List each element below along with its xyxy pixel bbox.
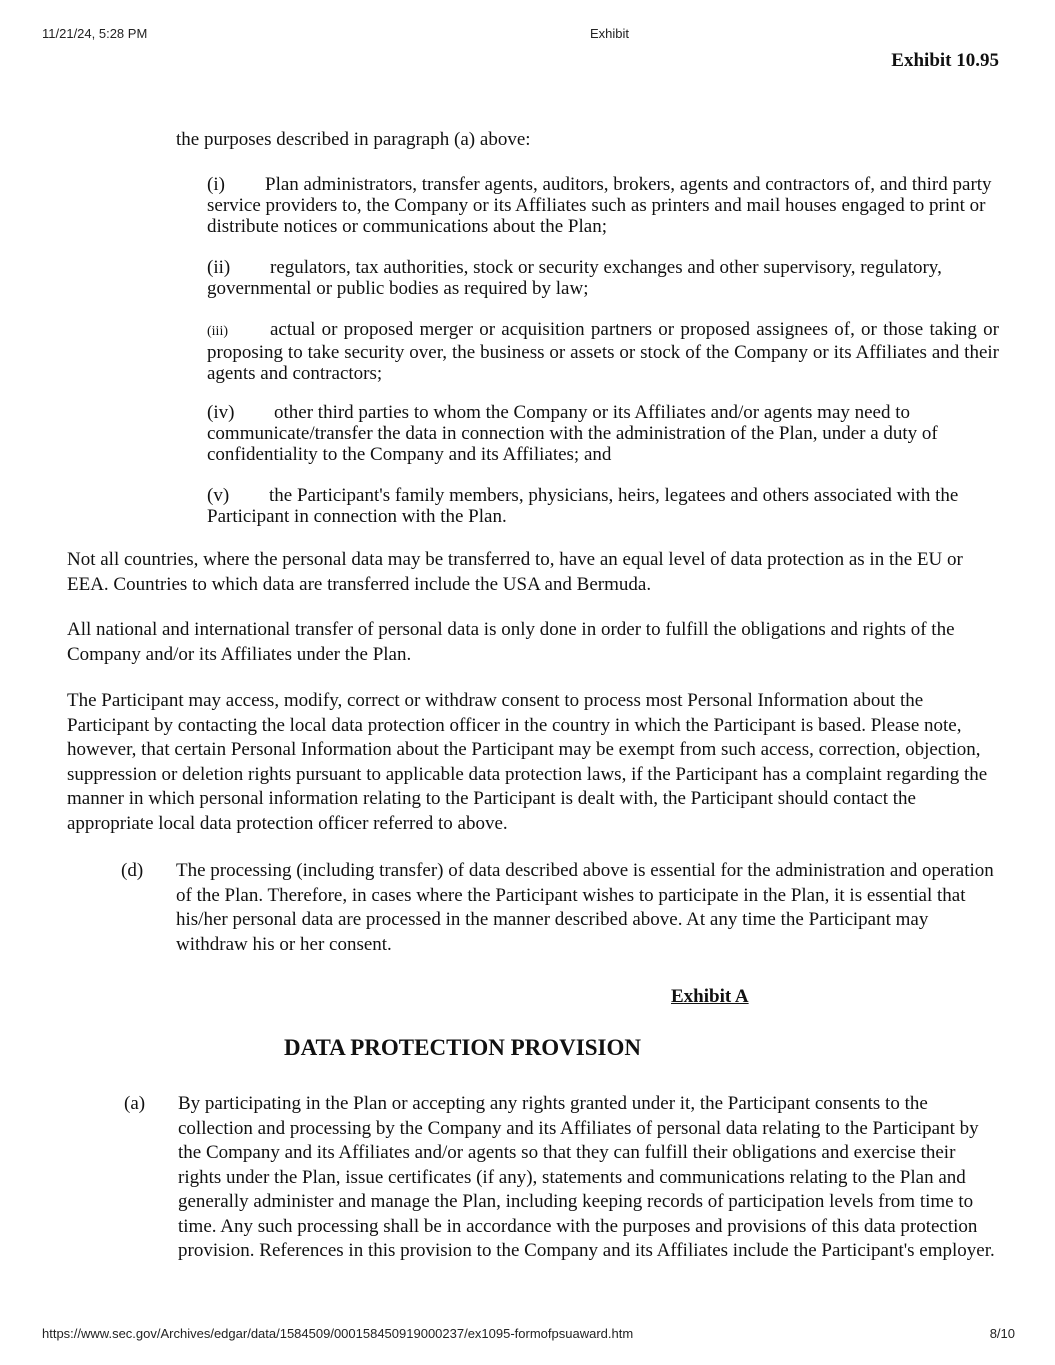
- list-item-label: (v): [207, 485, 230, 506]
- print-page-indicator: 8/10: [989, 1326, 1015, 1341]
- list-item-text: the Participant's family members, physicians, heirs, legatees and others associated with the Participant in connection with the Plan.: [207, 485, 959, 527]
- print-page-title: Exhibit: [590, 26, 630, 41]
- print-url: https://www.sec.gov/Archives/edgar/data/1584509/000158450919000237/ex1095-formofpsuaward.htm: [42, 1326, 634, 1341]
- list-item-v: [207, 485, 999, 527]
- section-a-text: By participating in the Plan or accepting any rights granted under it, the Participant consents to the collection and processing by the Company and its Affiliates of personal data relating to the Participant by the Company and its Affiliates and/or agents so that they can fulfill their obligations and exercise their rights under the Plan, issue certificates (if any), statements and communications relating to the Plan and generally administer and manage the Plan, including keeping records of participation levels from time to time. Any such processing shall be in accordance with the purposes and provisions of this data protection provision. References in this provision to the Company and its Affiliates include the Participant's employer.: [178, 1093, 995, 1261]
- list-item-text: Plan administrators, transfer agents, auditors, brokers, agents and contractors of, and third party service providers to, the Company or its Affiliates such as printers and mail houses engaged to print or distribute notices or communications about the Plan;: [207, 174, 992, 237]
- print-datetime: 11/21/24, 5:28 PM: [42, 26, 148, 41]
- list-item-text: actual or proposed merger or acquisition partners or proposed assignees of, or those taking or proposing to take security over, the business or assets or stock of the Company or its Affiliates and their agents and contractors;: [207, 319, 999, 384]
- paragraph-national-transfer: All national and international transfer of personal data is only done in order to fulfill the obligations and rights of the Company and/or its Affiliates under the Plan.: [67, 619, 955, 665]
- exhibit-a-heading: Exhibit A: [671, 986, 749, 1007]
- list-item-text: regulators, tax authorities, stock or security exchanges and other supervisory, regulatory, governmental or public bodies as required by law;: [207, 257, 942, 299]
- section-d-label: (d): [121, 860, 144, 881]
- section-a-label: (a): [124, 1093, 146, 1114]
- list-item-label: (iii): [207, 324, 228, 339]
- list-item-i: [207, 174, 999, 237]
- section-d-text: The processing (including transfer) of data described above is essential for the administration and operation of the Plan. Therefore, in cases where the Participant wishes to participate in the Plan, it is essential that his/her personal data are processed in the manner described above. At any time the Participant may withdraw his or her consent.: [176, 860, 994, 955]
- list-item-text: other third parties to whom the Company or its Affiliates and/or agents may need to communicate/transfer the data in connection with the administration of the Plan, under a duty of confidentiality to the Company and its Affiliates; and: [207, 402, 938, 465]
- list-item-iv: [207, 402, 999, 465]
- list-item-label: (i): [207, 174, 225, 195]
- paragraph-access-rights: The Participant may access, modify, correct or withdraw consent to process most Personal Information about the Participant by contacting the local data protection officer in the country in which the Participant is based. Please note, however, that certain Personal Information about the Participant may be exempt from such access, correction, objection, suppression or deletion rights pursuant to applicable data protection laws, if the Participant has a complaint regarding the manner in which personal information relating to the Participant is dealt with, the Participant should contact the appropriate local data protection officer referred to above.: [67, 690, 988, 834]
- list-item-iii: [207, 319, 999, 384]
- provision-title: DATA PROTECTION PROVISION: [284, 1035, 641, 1060]
- exhibit-number: Exhibit 10.95: [891, 50, 999, 71]
- list-item-label: (ii): [207, 257, 231, 278]
- list-item-label: (iv): [207, 402, 235, 423]
- paragraph-data-protection-levels: Not all countries, where the personal data may be transferred to, have an equal level of data protection as in the EU or EEA. Countries to which data are transferred include the USA and Bermuda.: [67, 549, 963, 595]
- list-item-ii: [207, 257, 967, 299]
- intro-line: the purposes described in paragraph (a) above:: [176, 129, 531, 150]
